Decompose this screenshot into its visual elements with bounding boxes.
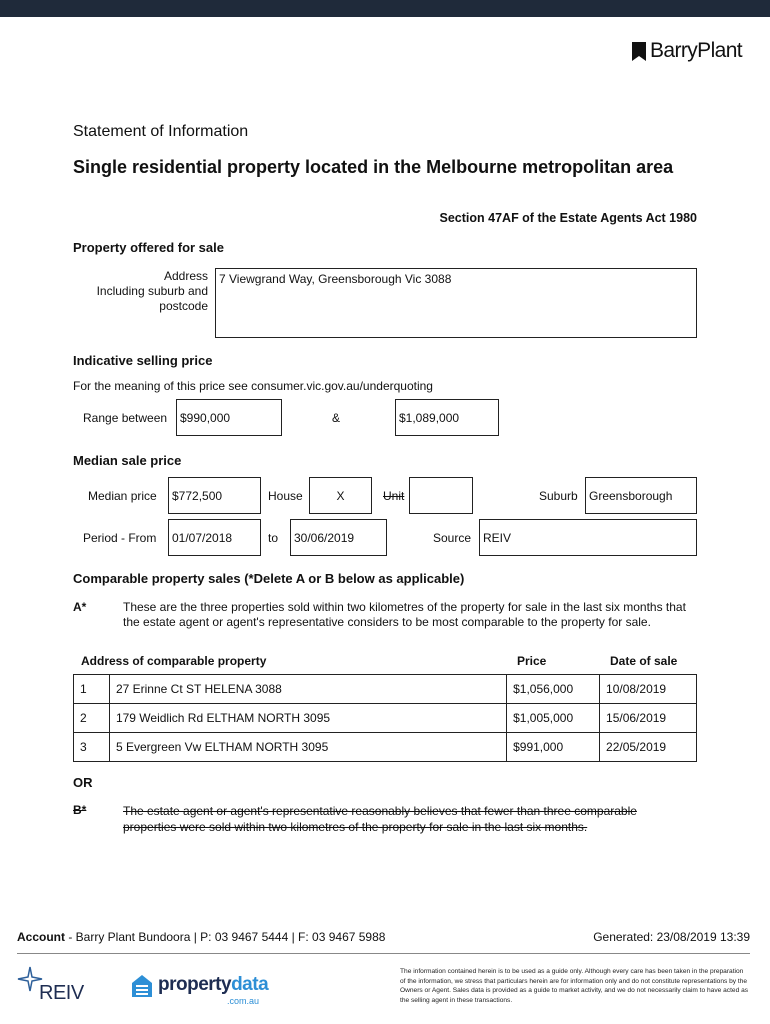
address-label-3: postcode <box>159 299 208 313</box>
range-ampersand: & <box>332 411 341 425</box>
top-bar <box>0 0 770 17</box>
propertydata-main: property <box>158 974 232 995</box>
comparable-table <box>73 674 697 762</box>
account-label: Account <box>17 930 65 944</box>
house-field[interactable]: X <box>309 477 372 514</box>
or-divider: OR <box>73 775 93 790</box>
row-date: 15/06/2019 <box>600 704 697 733</box>
option-b-marker: B* <box>73 803 87 817</box>
row-address: 179 Weidlich Rd ELTHAM NORTH 3095 <box>109 704 506 733</box>
row-price: $991,000 <box>507 733 600 762</box>
range-label: Range between <box>83 411 168 425</box>
option-a-text: These are the three properties sold within two kilometres of the property for sale in the last six months that the estate agent or agent's representative considers to be most comparable to the property for sale. <box>123 600 686 629</box>
reiv-text: REIV <box>39 982 84 1004</box>
row-price: $1,056,000 <box>507 675 600 704</box>
address-label-1: Address <box>163 269 208 283</box>
price-low-field[interactable]: $990,000 <box>176 399 282 436</box>
act-reference: Section 47AF of the Estate Agents Act 1980 <box>439 211 697 225</box>
table-row <box>74 733 697 762</box>
propertydata-logo <box>131 972 271 1008</box>
period-to-label: to <box>268 531 279 545</box>
address-field[interactable]: 7 Viewgrand Way, Greensborough Vic 3088 <box>215 268 697 338</box>
propertydata-domain: .com.au <box>227 996 260 1006</box>
suburb-field[interactable]: Greensborough <box>585 477 697 514</box>
comparable-section-title: Comparable property sales (*Delete A or B below as applicable) <box>73 571 465 586</box>
median-section-title: Median sale price <box>73 453 182 468</box>
brand-name: BarryPlant <box>650 39 743 62</box>
option-a-marker: A* <box>73 600 87 614</box>
row-number: 1 <box>74 675 110 704</box>
generated-timestamp: Generated: 23/08/2019 13:39 <box>593 930 750 944</box>
row-date: 22/05/2019 <box>600 733 697 762</box>
reiv-logo <box>17 966 91 1006</box>
table-row <box>74 675 697 704</box>
unit-label: Unit <box>383 489 405 503</box>
propertydata-text <box>158 974 268 996</box>
row-number: 3 <box>74 733 110 762</box>
row-address: 5 Evergreen Vw ELTHAM NORTH 3095 <box>109 733 506 762</box>
propertydata-bold: data <box>231 974 269 995</box>
median-price-label: Median price <box>88 489 157 503</box>
col-price-header: Price <box>517 654 547 668</box>
table-row <box>74 704 697 733</box>
source-field[interactable]: REIV <box>479 519 697 556</box>
col-address-header: Address of comparable property <box>81 654 267 668</box>
row-date: 10/08/2019 <box>600 675 697 704</box>
price-high-field[interactable]: $1,089,000 <box>395 399 499 436</box>
document-subtitle: Statement of Information <box>73 123 249 140</box>
house-label: House <box>268 489 303 503</box>
indicative-section-title: Indicative selling price <box>73 353 213 368</box>
barryplant-logo <box>632 38 742 64</box>
suburb-label: Suburb <box>539 489 578 503</box>
property-section-title: Property offered for sale <box>73 240 224 255</box>
row-price: $1,005,000 <box>507 704 600 733</box>
row-number: 2 <box>74 704 110 733</box>
underquoting-note: For the meaning of this price see consumer.vic.gov.au/underquoting <box>73 379 433 393</box>
propertydata-house-icon <box>131 974 153 998</box>
col-date-header: Date of sale <box>610 654 678 668</box>
address-label-2: Including suburb and <box>96 284 208 298</box>
period-label: Period - From <box>83 531 157 545</box>
row-address: 27 Erinne Ct ST HELENA 3088 <box>109 675 506 704</box>
period-from-field[interactable]: 01/07/2018 <box>168 519 261 556</box>
source-label: Source <box>433 531 472 545</box>
document-title: Single residential property located in the Melbourne metropolitan area <box>73 157 674 177</box>
flag-icon <box>632 42 646 61</box>
account-line <box>17 930 385 944</box>
option-b-text: The estate agent or agent's representative reasonably believes that fewer than three comparable properties were sold within two kilometres of the property for sale in the last six months. <box>123 804 637 834</box>
footer-divider <box>17 953 750 954</box>
account-details: - Barry Plant Bundoora | P: 03 9467 5444 | F: 03 9467 5988 <box>65 930 386 944</box>
period-to-field[interactable]: 30/06/2019 <box>290 519 387 556</box>
median-price-field[interactable]: $772,500 <box>168 477 261 514</box>
disclaimer-text: The information contained herein is to be used as a guide only. Although every care has been taken in the preparation of the information, we stress that particulars herein are for information only and do not constitute representations by the Owners or Agent. Sales data is provided as a guide to market activity, and we do not necessarily claim to have acted as the selling agent in these transactions. <box>400 968 749 1004</box>
unit-field[interactable] <box>409 477 473 514</box>
